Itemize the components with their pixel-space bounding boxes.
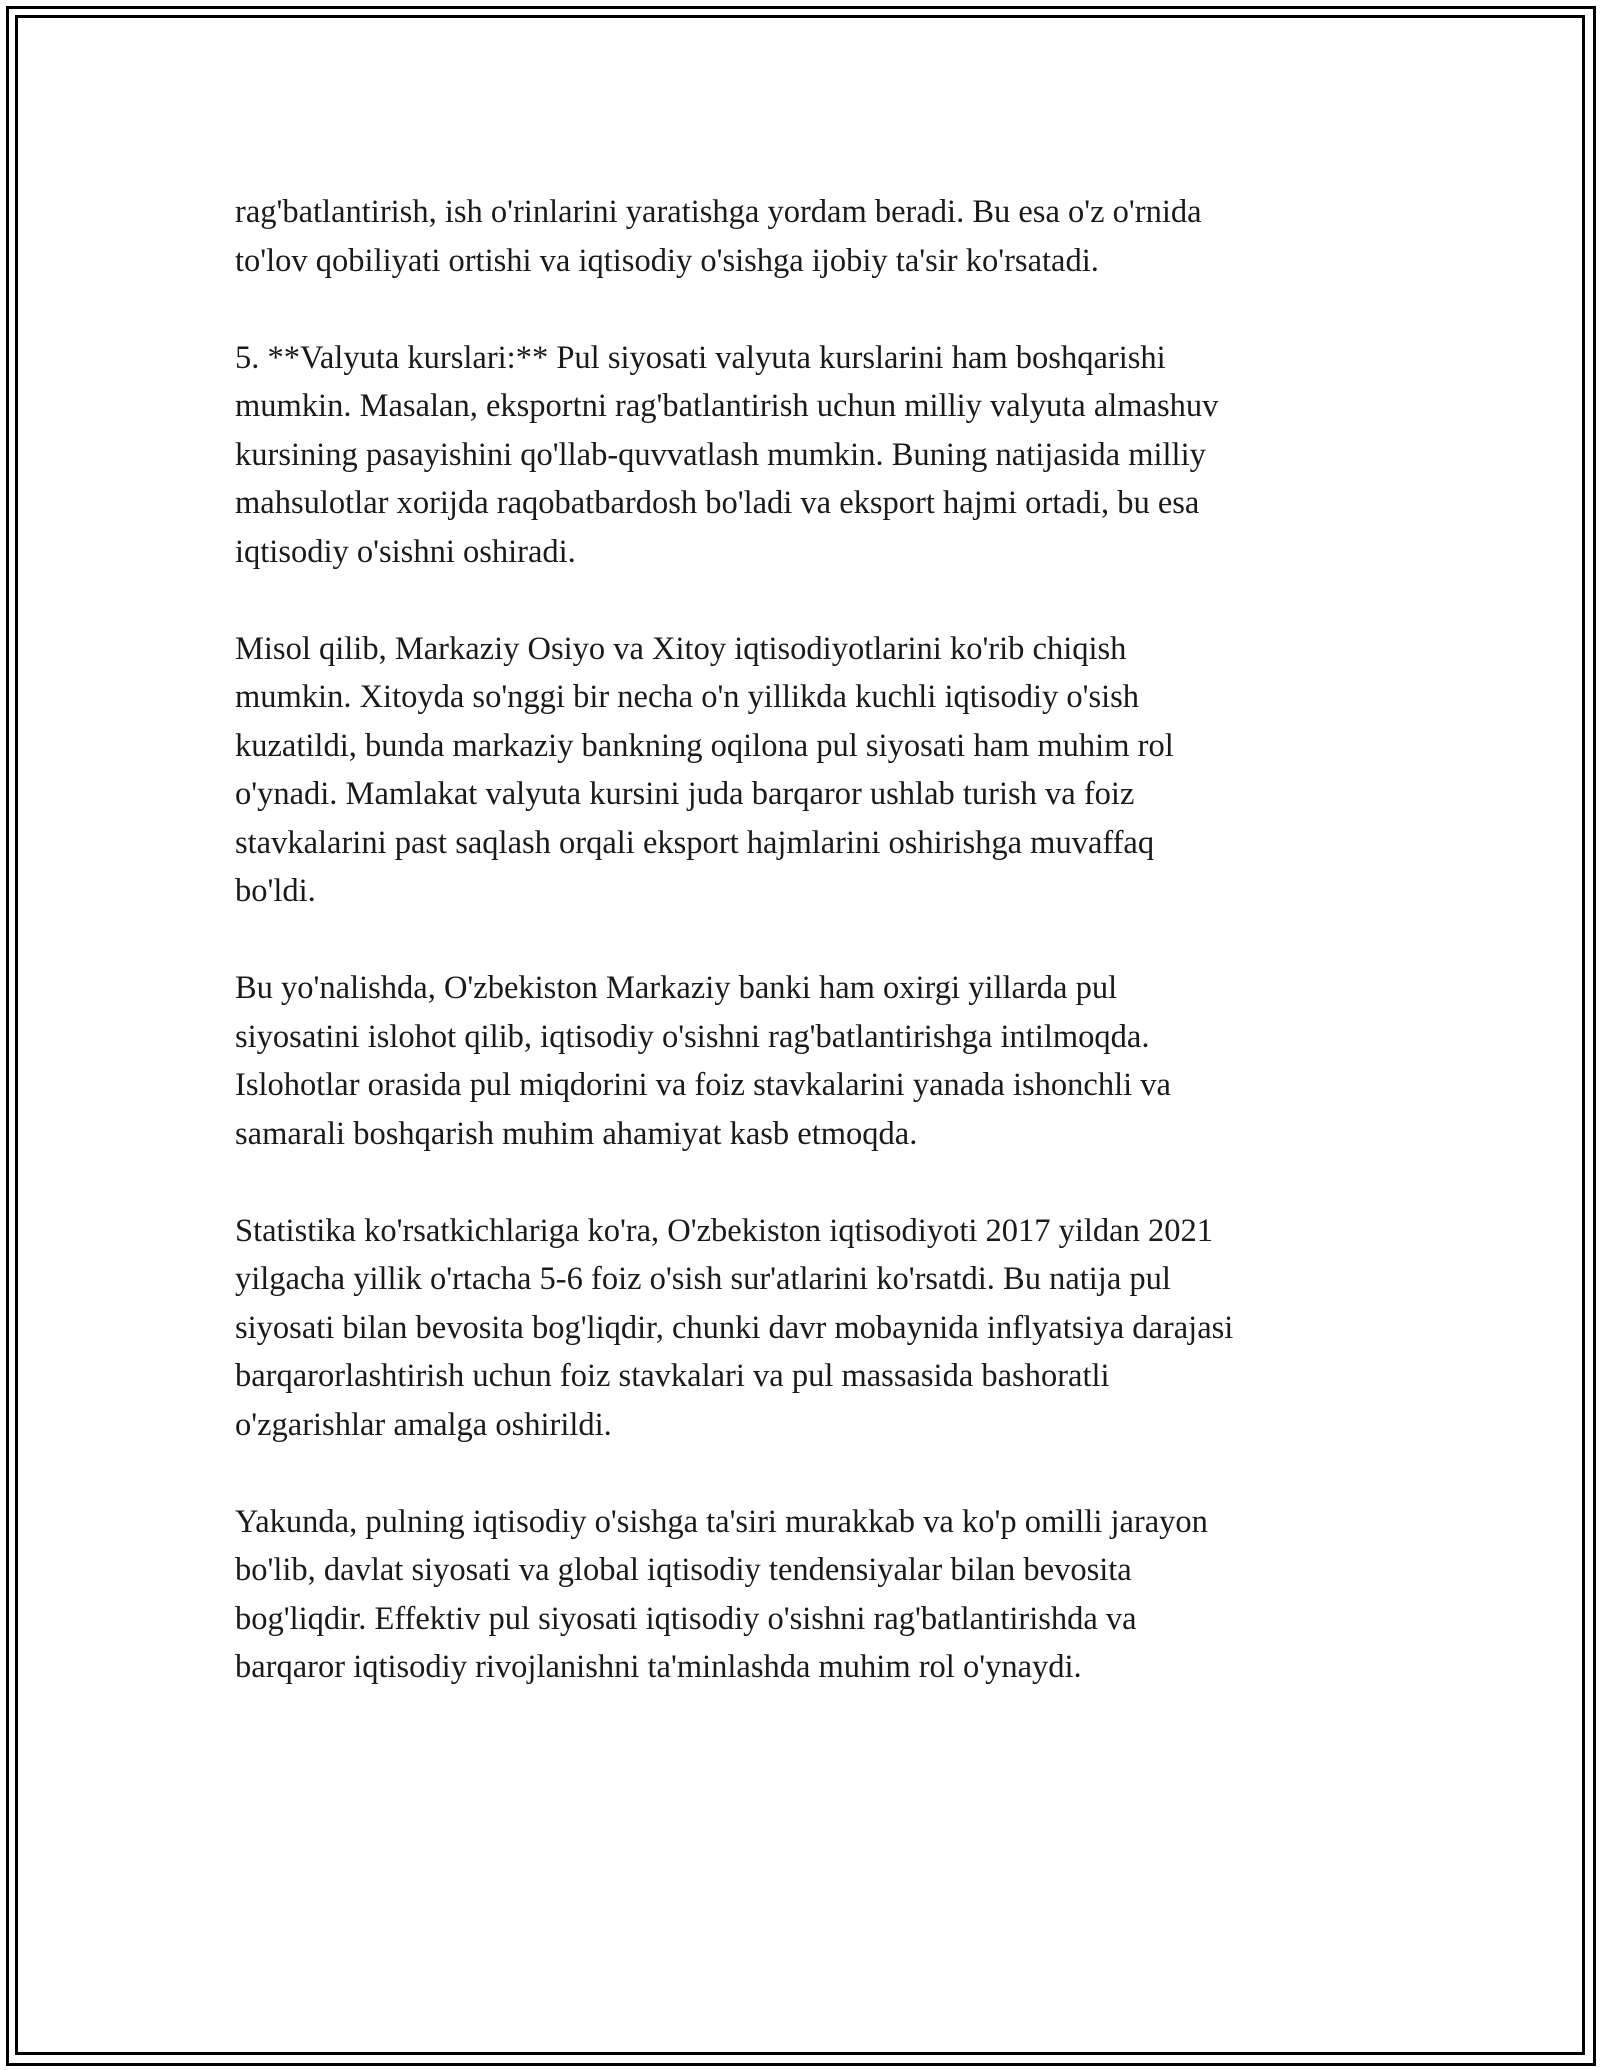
text-line: bog'liqdir. Effektiv pul siyosati iqtisodiy o'sishni rag'batlantirishda va bbox=[235, 1600, 1137, 1637]
document-body bbox=[235, 188, 1365, 1740]
text-line: mumkin. Xitoyda so'nggi bir necha o'n yillikda kuchli iqtisodiy o'sish bbox=[235, 679, 1140, 715]
text-line: mahsulotlar xorijda raqobatbardosh bo'ladi va eksport hajmi ortadi, bu esa bbox=[235, 485, 1200, 521]
paragraph-exchange-rates bbox=[235, 334, 1365, 577]
paragraph-statistics bbox=[235, 1207, 1365, 1450]
text-line: Islohotlar orasida pul miqdorini va foiz stavkalarini yanada ishonchli va bbox=[235, 1067, 1171, 1103]
text-line: stavkalarini past saqlash orqali eksport hajmlarini oshirishga muvaffaq bbox=[235, 824, 1155, 861]
text-line: Misol qilib, Markaziy Osiyo va Xitoy iqtisodiyotlarini ko'rib chiqish bbox=[235, 630, 1127, 667]
text-line: o'zgarishlar amalga oshirildi. bbox=[235, 1406, 612, 1443]
text-line: barqaror iqtisodiy rivojlanishni ta'minlashda muhim rol o'ynaydi. bbox=[235, 1649, 1082, 1685]
text-line: siyosati bilan bevosita bog'liqdir, chunki davr mobaynida inflyatsiya darajasi bbox=[235, 1309, 1234, 1346]
text-line: barqarorlashtirish uchun foiz stavkalari va pul massasida bashoratli bbox=[235, 1358, 1110, 1394]
text-line: bo'lib, davlat siyosati va global iqtisodiy tendensiyalar bilan bevosita bbox=[235, 1552, 1132, 1588]
text-line: rag'batlantirish, ish o'rinlarini yaratishga yordam beradi. Bu esa o'z o'rnida bbox=[235, 194, 1202, 230]
text-line: Yakunda, pulning iqtisodiy o'sishga ta'siri murakkab va ko'p omilli jarayon bbox=[235, 1503, 1208, 1540]
text-line: o'ynadi. Mamlakat valyuta kursini juda barqaror ushlab turish va foiz bbox=[235, 776, 1135, 812]
text-line: kursining pasayishini qo'llab-quvvatlash mumkin. Buning natijasida milliy bbox=[235, 436, 1206, 473]
text-line: Statistika ko'rsatkichlariga ko'ra, O'zbekiston iqtisodiyoti 2017 yildan 2021 bbox=[235, 1212, 1213, 1249]
text-line: bo'ldi. bbox=[235, 873, 316, 909]
text-line: 5. **Valyuta kurslari:** Pul siyosati valyuta kurslarini ham boshqarishi bbox=[235, 339, 1166, 376]
text-line: to'lov qobiliyati ortishi va iqtisodiy o'sishga ijobiy ta'sir ko'rsatadi. bbox=[235, 242, 1099, 279]
text-line: mumkin. Masalan, eksportni rag'batlantirish uchun milliy valyuta almashuv bbox=[235, 388, 1219, 424]
text-line: iqtisodiy o'sishni oshiradi. bbox=[235, 533, 576, 570]
paragraph-china-example bbox=[235, 625, 1365, 916]
text-line: siyosatini islohot qilib, iqtisodiy o'sishni rag'batlantirishga intilmoqda. bbox=[235, 1018, 1150, 1055]
paragraph-conclusion bbox=[235, 1498, 1365, 1692]
text-line: samarali boshqarish muhim ahamiyat kasb etmoqda. bbox=[235, 1115, 918, 1152]
text-line: kuzatildi, bunda markaziy bankning oqilona pul siyosati ham muhim rol bbox=[235, 727, 1174, 764]
text-line: Bu yo'nalishda, O'zbekiston Markaziy banki ham oxirgi yillarda pul bbox=[235, 970, 1118, 1006]
text-line: yilgacha yillik o'rtacha 5-6 foiz o'sish sur'atlarini ko'rsatdi. Bu natija pul bbox=[235, 1261, 1171, 1297]
paragraph-uzbekistan-reform bbox=[235, 964, 1365, 1158]
paragraph-intro-continuation bbox=[235, 188, 1365, 285]
